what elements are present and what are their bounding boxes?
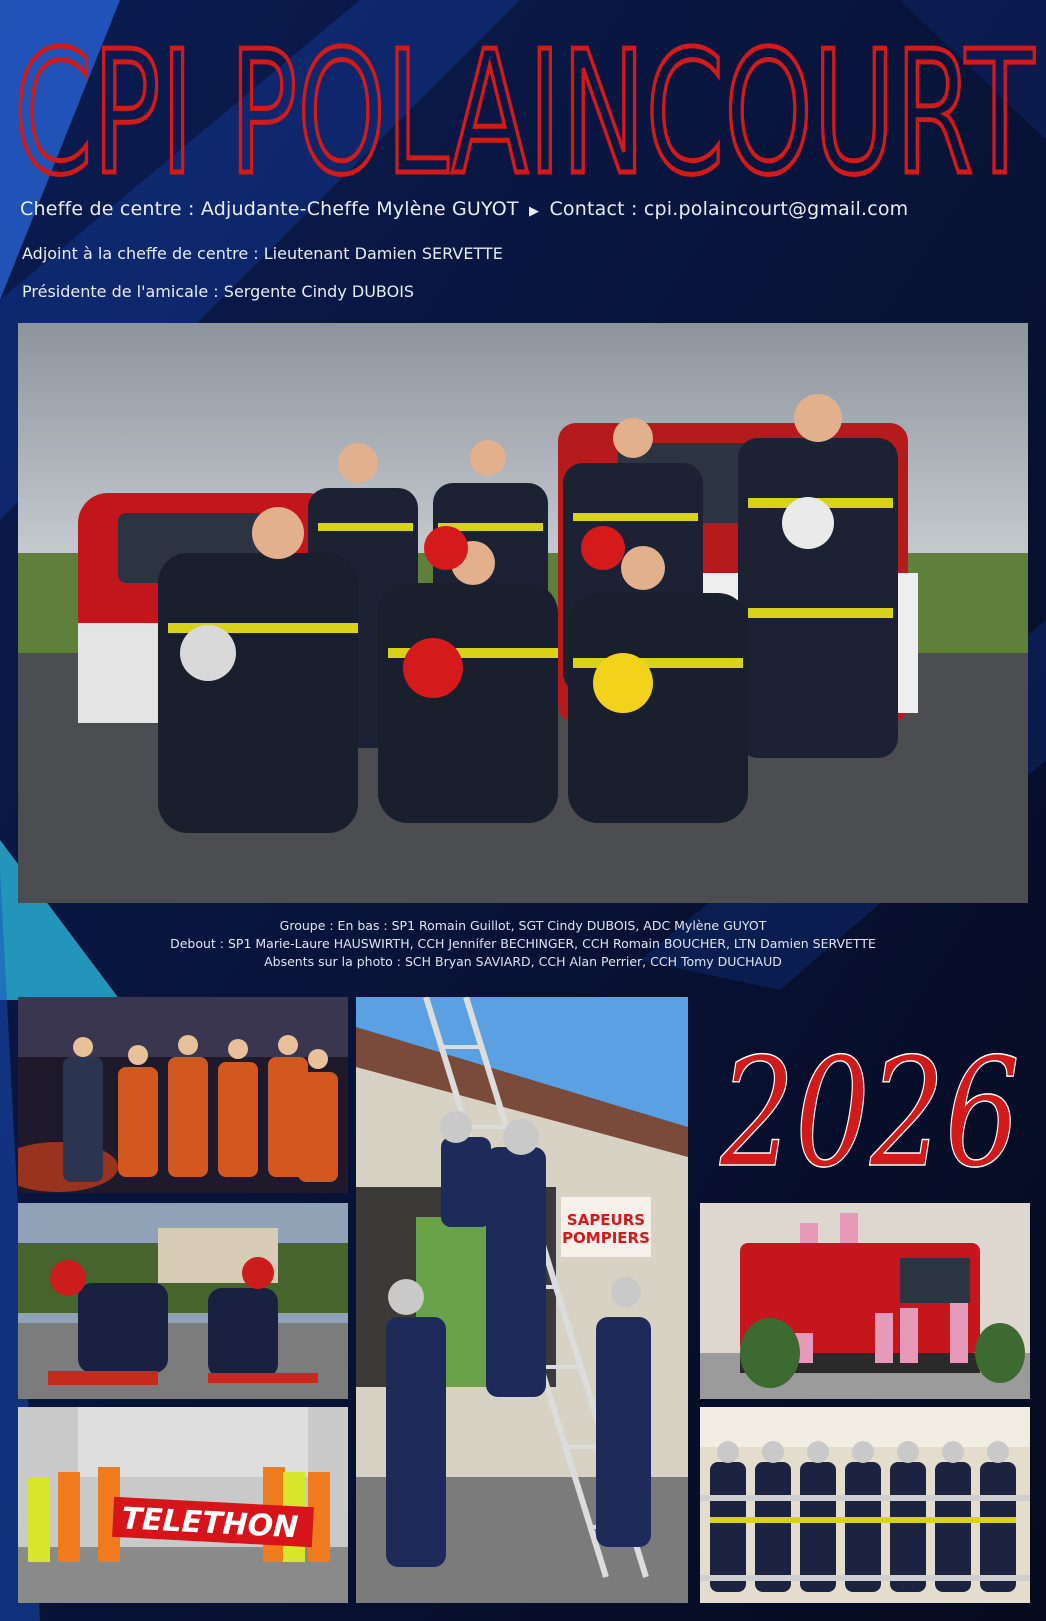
president-line: Présidente de l'amicale : Sergente Cindy DUBOIS xyxy=(22,282,415,301)
contact-label: Contact : xyxy=(549,198,638,220)
year-text: 2026 xyxy=(719,1027,1020,1195)
telethon-photo xyxy=(18,1407,348,1603)
chief-name: Adjudante-Cheffe Mylène GUYOT xyxy=(200,198,519,220)
ladder-exercise-photo xyxy=(356,997,688,1603)
chief-label: Cheffe de centre : xyxy=(20,198,195,220)
deputy-line: Adjoint à la cheffe de centre : Lieutenant Damien SERVETTE xyxy=(22,244,503,263)
title-text: CPI POLAINCOURT xyxy=(14,15,1035,192)
contact-email[interactable]: cpi.polaincourt@gmail.com xyxy=(643,198,909,220)
pink-october-truck-photo xyxy=(700,1203,1030,1399)
team-lineup-photo xyxy=(700,1407,1030,1603)
year-2026 xyxy=(710,995,1030,1195)
caption-line-1: Groupe : En bas : SP1 Romain Guillot, SGT Cindy DUBOIS, ADC Mylène GUYOT xyxy=(279,918,767,933)
page-title xyxy=(10,12,1040,192)
night-group-photo xyxy=(18,997,348,1193)
chief-line xyxy=(20,198,908,220)
sapeurs-sign-line2: POMPIERS xyxy=(562,1229,650,1247)
arrow-icon: ▶ xyxy=(528,204,540,219)
telethon-banner-text: TELETHON xyxy=(120,1501,300,1546)
caption-line-3: Absents sur la photo : SCH Bryan SAVIARD, CCH Alan Perrier, CCH Tomy DUCHAUD xyxy=(264,954,782,969)
sapeurs-sign-line1: SAPEURS xyxy=(566,1211,646,1229)
main-group-photo xyxy=(18,323,1028,903)
training-photo xyxy=(18,1203,348,1399)
caption-line-2: Debout : SP1 Marie-Laure HAUSWIRTH, CCH Jennifer BECHINGER, CCH Romain BOUCHER, LTN Damien SERVETTE xyxy=(170,936,876,951)
